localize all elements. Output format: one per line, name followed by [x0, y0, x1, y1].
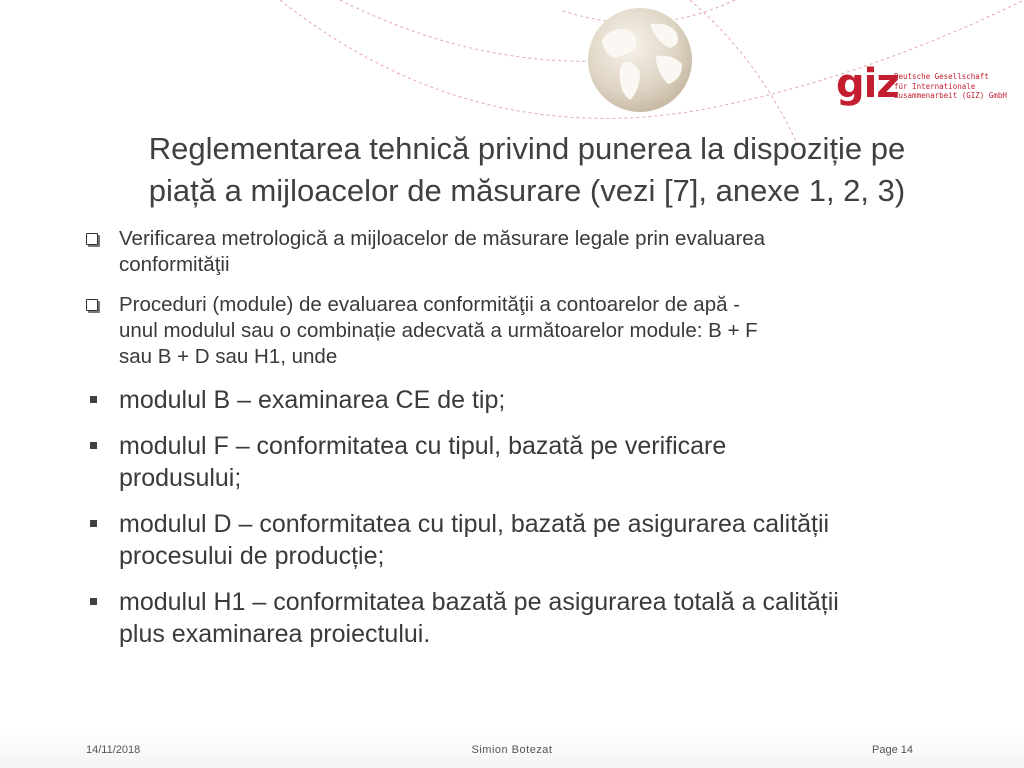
logo-caption-line: für Internationale: [894, 81, 976, 91]
square-bullet-item: [86, 430, 966, 494]
square-bullet-icon: [90, 442, 97, 449]
bullet-line: modulul D – conformitatea cu tipul, bazată pe asigurarea calității: [119, 510, 830, 538]
logo-caption-line: Deutsche Gesellschaft: [894, 72, 989, 81]
bullet-line: Proceduri (module) de evaluarea conformităţii a contoarelor de apă -: [119, 293, 741, 316]
globe-icon: [588, 8, 692, 112]
logo-caption: [894, 72, 1007, 101]
bullet-line: Verificarea metrologică a mijloacelor de măsurare legale prin evaluarea: [119, 227, 766, 250]
slide-title: [60, 128, 994, 212]
checkbox-bullet-item: [86, 292, 966, 370]
bullet-line: produsului;: [119, 464, 242, 492]
checkbox-bullet-icon: [86, 233, 98, 245]
checkbox-bullet-icon: [86, 299, 98, 311]
square-bullet-icon: [90, 520, 97, 527]
logo-mark: giz: [836, 61, 899, 107]
footer-author: Simion Botezat: [471, 744, 553, 756]
square-bullet-icon: [90, 396, 97, 403]
footer-date: 14/11/2018: [86, 744, 141, 756]
square-bullet-item: [86, 508, 966, 572]
square-bullet-icon: [90, 598, 97, 605]
bullet-line: unul modulul sau o combinație adecvată a următoarelor module: B + F: [119, 319, 758, 342]
footer-page-number: Page 14: [872, 744, 913, 756]
square-bullet-item: [86, 384, 966, 416]
slide-body: [86, 226, 966, 664]
slide-title-line: Reglementarea tehnică privind punerea la dispoziție pe: [148, 131, 906, 166]
slide-title-line: piață a mijloacelor de măsurare (vezi [7], anexe 1, 2, 3): [148, 173, 906, 208]
checkbox-bullet-item: [86, 226, 966, 278]
bullet-line: modulul F – conformitatea cu tipul, bazată pe verificare: [119, 432, 727, 460]
bullet-line: procesului de producție;: [119, 542, 385, 570]
giz-logo: [836, 61, 1007, 112]
square-bullet-item: [86, 586, 966, 650]
bullet-line: modulul B – examinarea CE de tip;: [119, 386, 506, 414]
bullet-line: plus examinarea proiectului.: [119, 620, 431, 648]
bullet-line: sau B + D sau H1, unde: [119, 345, 338, 368]
bullet-line: conformităţii: [119, 253, 230, 276]
bullet-line: modulul H1 – conformitatea bazată pe asigurarea totală a calității: [119, 588, 839, 616]
logo-caption-line: Zusammenarbeit (GIZ) GmbH: [894, 91, 1007, 100]
